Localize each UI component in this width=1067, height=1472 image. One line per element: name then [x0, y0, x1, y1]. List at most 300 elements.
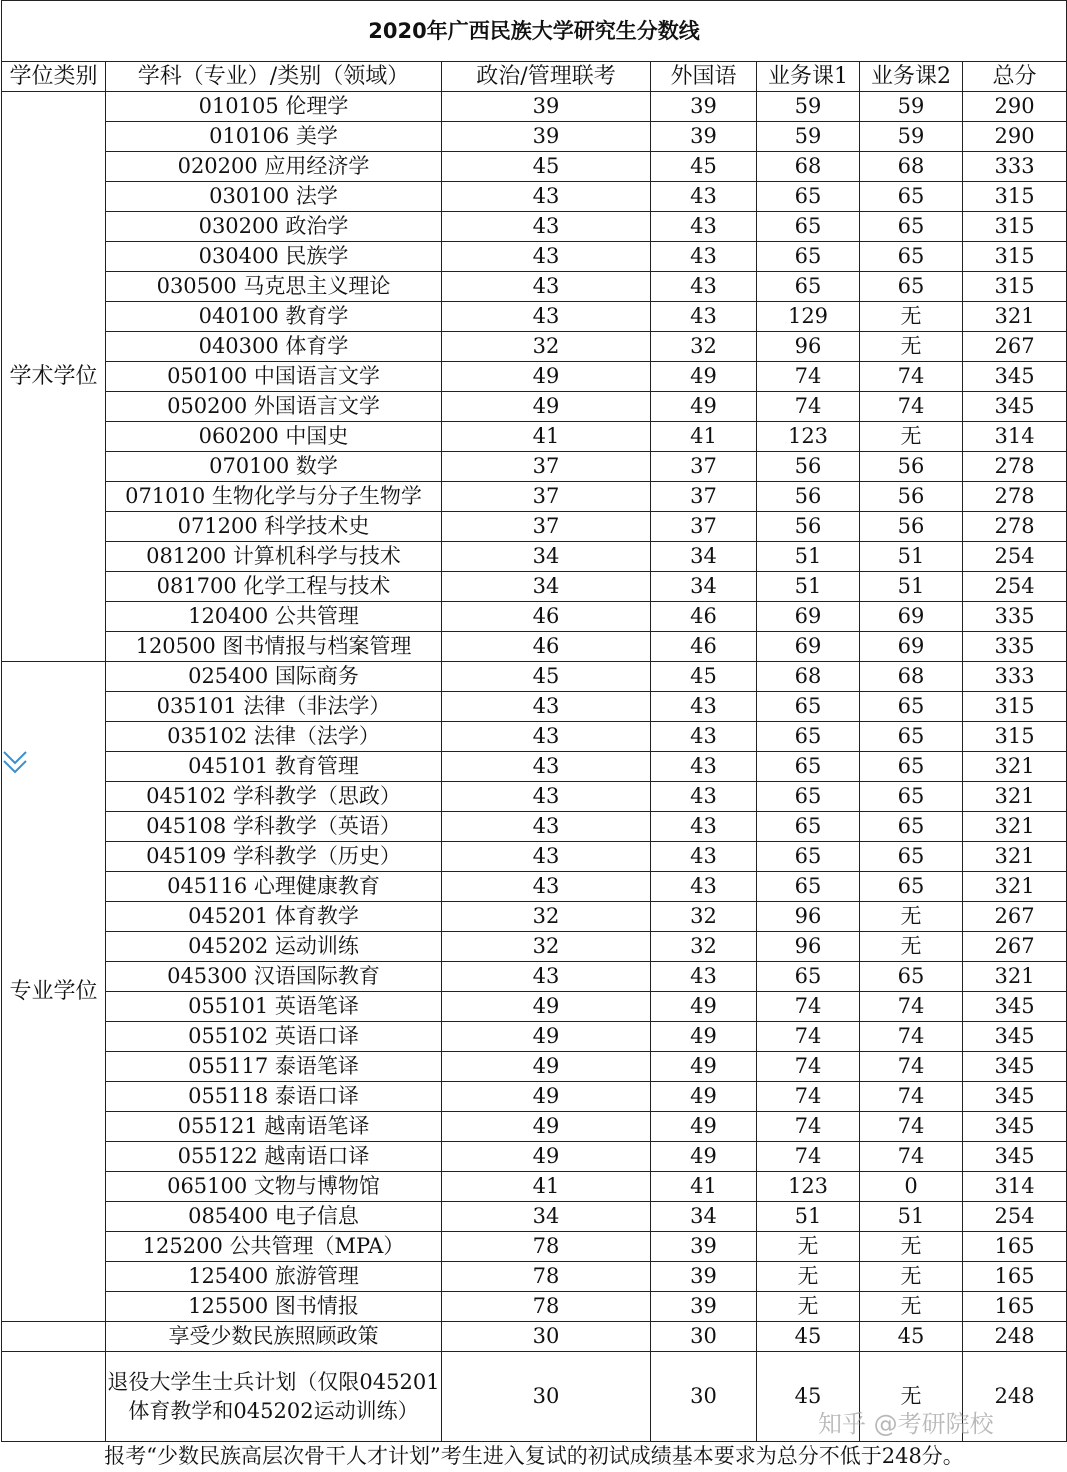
table-row: [2, 872, 1067, 902]
foreign-language-cell: 39: [651, 1292, 757, 1322]
total-cell: 254: [963, 542, 1067, 572]
course1-cell: 74: [757, 1022, 860, 1052]
politics-cell: 45: [442, 662, 651, 692]
subject-cell: 055102 英语口译: [106, 1022, 442, 1052]
total-cell: 165: [963, 1232, 1067, 1262]
subject-cell: 045101 教育管理: [106, 752, 442, 782]
course2-cell: 74: [860, 1052, 963, 1082]
course1-cell: 59: [757, 122, 860, 152]
table-row: [2, 212, 1067, 242]
politics-cell: 43: [442, 872, 651, 902]
subject-cell: 010105 伦理学: [106, 92, 442, 122]
course1-cell: 45: [757, 1322, 860, 1352]
politics-cell: 34: [442, 572, 651, 602]
course1-cell: 65: [757, 242, 860, 272]
course2-cell: 65: [860, 962, 963, 992]
title-row: [2, 1, 1067, 62]
course1-cell: 59: [757, 92, 860, 122]
total-cell: 267: [963, 902, 1067, 932]
subject-cell: 071010 生物化学与分子生物学: [106, 482, 442, 512]
foreign-language-cell: 34: [651, 542, 757, 572]
total-cell: 278: [963, 512, 1067, 542]
politics-cell: 78: [442, 1262, 651, 1292]
course2-cell: 56: [860, 452, 963, 482]
total-cell: 321: [963, 752, 1067, 782]
subject-cell: 055118 泰语口译: [106, 1082, 442, 1112]
table-row: [2, 1022, 1067, 1052]
total-cell: 345: [963, 392, 1067, 422]
foreign-language-cell: 43: [651, 302, 757, 332]
subject-cell: 045116 心理健康教育: [106, 872, 442, 902]
politics-cell: 49: [442, 1142, 651, 1172]
table-row: [2, 1232, 1067, 1262]
foreign-language-cell: 43: [651, 752, 757, 782]
footnote-row: [2, 1442, 1067, 1472]
table-row: [2, 392, 1067, 422]
foreign-language-cell: 43: [651, 842, 757, 872]
foreign-language-cell: 39: [651, 1262, 757, 1292]
course1-cell: 56: [757, 512, 860, 542]
course1-cell: 无: [757, 1292, 860, 1322]
politics-cell: 43: [442, 782, 651, 812]
course1-cell: 65: [757, 752, 860, 782]
course1-cell: 74: [757, 362, 860, 392]
course2-cell: 51: [860, 1202, 963, 1232]
politics-cell: 49: [442, 1022, 651, 1052]
course2-cell: 无: [860, 422, 963, 452]
foreign-language-cell: 49: [651, 1022, 757, 1052]
subject-cell: 020200 应用经济学: [106, 152, 442, 182]
politics-cell: 41: [442, 422, 651, 452]
politics-cell: 49: [442, 362, 651, 392]
degree-category-cell: 学术学位: [2, 92, 106, 662]
course1-cell: 74: [757, 992, 860, 1022]
header-row: [2, 62, 1067, 92]
politics-cell: 37: [442, 482, 651, 512]
course1-cell: 65: [757, 182, 860, 212]
table-row: [2, 722, 1067, 752]
course1-cell: 96: [757, 932, 860, 962]
course2-cell: 74: [860, 362, 963, 392]
politics-cell: 49: [442, 1082, 651, 1112]
subject-cell: 081200 计算机科学与技术: [106, 542, 442, 572]
politics-cell: 78: [442, 1232, 651, 1262]
subject-cell: 060200 中国史: [106, 422, 442, 452]
total-cell: 345: [963, 1082, 1067, 1112]
foreign-language-cell: 32: [651, 932, 757, 962]
foreign-language-cell: 43: [651, 182, 757, 212]
table-row: [2, 122, 1067, 152]
foreign-language-cell: 49: [651, 1142, 757, 1172]
politics-cell: 39: [442, 122, 651, 152]
subject-cell: 退役大学生士兵计划（仅限045201体育教学和045202运动训练）: [106, 1352, 442, 1442]
total-cell: 278: [963, 482, 1067, 512]
subject-cell: 045201 体育教学: [106, 902, 442, 932]
politics-cell: 46: [442, 602, 651, 632]
total-cell: 345: [963, 1142, 1067, 1172]
course1-cell: 96: [757, 902, 860, 932]
politics-cell: 43: [442, 962, 651, 992]
table-row: [2, 602, 1067, 632]
foreign-language-cell: 43: [651, 782, 757, 812]
total-cell: 267: [963, 932, 1067, 962]
politics-cell: 43: [442, 212, 651, 242]
course2-cell: 74: [860, 992, 963, 1022]
politics-cell: 49: [442, 992, 651, 1022]
table-row: [2, 1052, 1067, 1082]
table-row: [2, 482, 1067, 512]
subject-cell: 030200 政治学: [106, 212, 442, 242]
subject-cell: 050100 中国语言文学: [106, 362, 442, 392]
politics-cell: 34: [442, 542, 651, 572]
foreign-language-cell: 39: [651, 1232, 757, 1262]
degree-category-cell: [2, 1322, 106, 1352]
table-row: [2, 812, 1067, 842]
foreign-language-cell: 43: [651, 212, 757, 242]
course1-cell: 无: [757, 1262, 860, 1292]
course2-cell: 0: [860, 1172, 963, 1202]
subject-cell: 125200 公共管理（MPA）: [106, 1232, 442, 1262]
foreign-language-cell: 30: [651, 1322, 757, 1352]
foreign-language-cell: 49: [651, 1112, 757, 1142]
course2-cell: 无: [860, 302, 963, 332]
course2-cell: 无: [860, 1352, 963, 1442]
table-row: [2, 692, 1067, 722]
politics-cell: 32: [442, 332, 651, 362]
total-cell: 314: [963, 422, 1067, 452]
total-cell: 290: [963, 92, 1067, 122]
chevron-double-down-icon[interactable]: [2, 746, 28, 778]
table-row: [2, 1142, 1067, 1172]
total-cell: 165: [963, 1262, 1067, 1292]
course1-cell: 74: [757, 1142, 860, 1172]
course2-cell: 无: [860, 902, 963, 932]
subject-cell: 045202 运动训练: [106, 932, 442, 962]
foreign-language-cell: 37: [651, 482, 757, 512]
course2-cell: 无: [860, 1292, 963, 1322]
subject-cell: 030400 民族学: [106, 242, 442, 272]
subject-cell: 125500 图书情报: [106, 1292, 442, 1322]
total-cell: 315: [963, 272, 1067, 302]
subject-cell: 035102 法律（法学）: [106, 722, 442, 752]
total-cell: 267: [963, 332, 1067, 362]
course1-cell: 74: [757, 392, 860, 422]
table-row: [2, 452, 1067, 482]
table-row: [2, 272, 1067, 302]
total-cell: 321: [963, 782, 1067, 812]
subject-cell: 030100 法学: [106, 182, 442, 212]
subject-cell: 025400 国际商务: [106, 662, 442, 692]
table-row: [2, 782, 1067, 812]
course2-cell: 无: [860, 332, 963, 362]
course2-cell: 51: [860, 542, 963, 572]
table-row: [2, 1112, 1067, 1142]
politics-cell: 32: [442, 902, 651, 932]
subject-cell: 045109 学科教学（历史）: [106, 842, 442, 872]
total-cell: 254: [963, 572, 1067, 602]
total-cell: 321: [963, 962, 1067, 992]
course1-cell: 56: [757, 482, 860, 512]
course1-cell: 65: [757, 962, 860, 992]
subject-cell: 125400 旅游管理: [106, 1262, 442, 1292]
table-row: [2, 962, 1067, 992]
total-cell: 315: [963, 242, 1067, 272]
table-row: [2, 1082, 1067, 1112]
foreign-language-cell: 46: [651, 602, 757, 632]
course2-cell: 65: [860, 212, 963, 242]
course1-cell: 65: [757, 212, 860, 242]
table-row: [2, 302, 1067, 332]
foreign-language-cell: 49: [651, 992, 757, 1022]
course2-cell: 无: [860, 1232, 963, 1262]
course2-cell: 65: [860, 272, 963, 302]
header-cell-course2: 业务课2: [860, 62, 963, 92]
foreign-language-cell: 39: [651, 92, 757, 122]
subject-cell: 055121 越南语笔译: [106, 1112, 442, 1142]
table-row: [2, 572, 1067, 602]
subject-cell: 010106 美学: [106, 122, 442, 152]
foreign-language-cell: 32: [651, 902, 757, 932]
politics-cell: 34: [442, 1202, 651, 1232]
foreign-language-cell: 37: [651, 452, 757, 482]
foreign-language-cell: 43: [651, 872, 757, 902]
foreign-language-cell: 45: [651, 662, 757, 692]
header-cell-foreign-language: 外国语: [651, 62, 757, 92]
table-row: [2, 152, 1067, 182]
table-row: [2, 1172, 1067, 1202]
subject-cell: 030500 马克思主义理论: [106, 272, 442, 302]
total-cell: 248: [963, 1352, 1067, 1442]
course1-cell: 69: [757, 632, 860, 662]
table-row: [2, 902, 1067, 932]
foreign-language-cell: 30: [651, 1352, 757, 1442]
course1-cell: 65: [757, 872, 860, 902]
foreign-language-cell: 49: [651, 1052, 757, 1082]
course1-cell: 68: [757, 152, 860, 182]
table-row: [2, 92, 1067, 122]
course2-cell: 65: [860, 692, 963, 722]
foreign-language-cell: 46: [651, 632, 757, 662]
course2-cell: 68: [860, 152, 963, 182]
politics-cell: 30: [442, 1322, 651, 1352]
course2-cell: 56: [860, 482, 963, 512]
total-cell: 165: [963, 1292, 1067, 1322]
politics-cell: 43: [442, 272, 651, 302]
course1-cell: 96: [757, 332, 860, 362]
foreign-language-cell: 49: [651, 392, 757, 422]
table-row: [2, 992, 1067, 1022]
foreign-language-cell: 43: [651, 692, 757, 722]
politics-cell: 32: [442, 932, 651, 962]
foreign-language-cell: 43: [651, 962, 757, 992]
total-cell: 335: [963, 602, 1067, 632]
course2-cell: 68: [860, 662, 963, 692]
total-cell: 321: [963, 302, 1067, 332]
foreign-language-cell: 41: [651, 1172, 757, 1202]
total-cell: 345: [963, 1022, 1067, 1052]
header-cell-degree-type: 学位类别: [2, 62, 106, 92]
politics-cell: 49: [442, 1112, 651, 1142]
course1-cell: 65: [757, 812, 860, 842]
course1-cell: 129: [757, 302, 860, 332]
total-cell: 345: [963, 992, 1067, 1022]
course2-cell: 51: [860, 572, 963, 602]
foreign-language-cell: 43: [651, 242, 757, 272]
footnote: 报考“少数民族高层次骨干人才计划”考生进入复试的初试成绩基本要求为总分不低于248分。: [2, 1442, 1067, 1472]
subject-cell: 065100 文物与博物馆: [106, 1172, 442, 1202]
subject-cell: 070100 数学: [106, 452, 442, 482]
subject-cell: 055122 越南语口译: [106, 1142, 442, 1172]
total-cell: 321: [963, 872, 1067, 902]
subject-cell: 120500 图书情报与档案管理: [106, 632, 442, 662]
course2-cell: 74: [860, 392, 963, 422]
header-cell-course1: 业务课1: [757, 62, 860, 92]
politics-cell: 46: [442, 632, 651, 662]
table-row: [2, 1262, 1067, 1292]
course2-cell: 65: [860, 182, 963, 212]
foreign-language-cell: 45: [651, 152, 757, 182]
total-cell: 315: [963, 722, 1067, 752]
watermark: 知乎 @考研院校: [818, 1410, 994, 1438]
course1-cell: 74: [757, 1052, 860, 1082]
course1-cell: 45: [757, 1352, 860, 1442]
subject-cell: 045300 汉语国际教育: [106, 962, 442, 992]
foreign-language-cell: 37: [651, 512, 757, 542]
course1-cell: 无: [757, 1232, 860, 1262]
politics-cell: 78: [442, 1292, 651, 1322]
politics-cell: 43: [442, 812, 651, 842]
course1-cell: 65: [757, 782, 860, 812]
politics-cell: 37: [442, 512, 651, 542]
course2-cell: 74: [860, 1082, 963, 1112]
foreign-language-cell: 34: [651, 1202, 757, 1232]
total-cell: 278: [963, 452, 1067, 482]
total-cell: 248: [963, 1322, 1067, 1352]
politics-cell: 43: [442, 302, 651, 332]
course2-cell: 59: [860, 122, 963, 152]
politics-cell: 30: [442, 1352, 651, 1442]
subject-cell: 035101 法律（非法学）: [106, 692, 442, 722]
course1-cell: 69: [757, 602, 860, 632]
total-cell: 315: [963, 692, 1067, 722]
foreign-language-cell: 32: [651, 332, 757, 362]
politics-cell: 41: [442, 1172, 651, 1202]
course1-cell: 74: [757, 1082, 860, 1112]
course1-cell: 51: [757, 542, 860, 572]
total-cell: 315: [963, 212, 1067, 242]
table-row: [2, 752, 1067, 782]
course1-cell: 51: [757, 1202, 860, 1232]
total-cell: 345: [963, 1112, 1067, 1142]
subject-cell: 050200 外国语言文学: [106, 392, 442, 422]
subject-cell: 081700 化学工程与技术: [106, 572, 442, 602]
subject-cell: 085400 电子信息: [106, 1202, 442, 1232]
table-row: [2, 542, 1067, 572]
total-cell: 333: [963, 152, 1067, 182]
politics-cell: 43: [442, 752, 651, 782]
politics-cell: 43: [442, 242, 651, 272]
course2-cell: 56: [860, 512, 963, 542]
subject-cell: 120400 公共管理: [106, 602, 442, 632]
subject-cell: 045108 学科教学（英语）: [106, 812, 442, 842]
foreign-language-cell: 41: [651, 422, 757, 452]
course2-cell: 65: [860, 782, 963, 812]
course1-cell: 65: [757, 272, 860, 302]
table-row: [2, 182, 1067, 212]
foreign-language-cell: 43: [651, 722, 757, 752]
course2-cell: 45: [860, 1322, 963, 1352]
politics-cell: 43: [442, 722, 651, 752]
foreign-language-cell: 49: [651, 362, 757, 392]
course1-cell: 65: [757, 842, 860, 872]
total-cell: 254: [963, 1202, 1067, 1232]
table-row: [2, 422, 1067, 452]
table-row: [2, 632, 1067, 662]
foreign-language-cell: 43: [651, 272, 757, 302]
total-cell: 315: [963, 182, 1067, 212]
foreign-language-cell: 49: [651, 1082, 757, 1112]
table-row: [2, 1202, 1067, 1232]
politics-cell: 43: [442, 842, 651, 872]
subject-cell: 045102 学科教学（思政）: [106, 782, 442, 812]
total-cell: 314: [963, 1172, 1067, 1202]
foreign-language-cell: 43: [651, 812, 757, 842]
subject-cell: 040100 教育学: [106, 302, 442, 332]
subject-cell: 055117 泰语笔译: [106, 1052, 442, 1082]
course2-cell: 59: [860, 92, 963, 122]
table-row: [2, 512, 1067, 542]
politics-cell: 49: [442, 392, 651, 422]
table-title: 2020年广西民族大学研究生分数线: [2, 1, 1067, 62]
course1-cell: 74: [757, 1112, 860, 1142]
table-row: [2, 1292, 1067, 1322]
table-row: [2, 842, 1067, 872]
politics-cell: 37: [442, 452, 651, 482]
subject-cell: 071200 科学技术史: [106, 512, 442, 542]
subject-cell: 055101 英语笔译: [106, 992, 442, 1022]
politics-cell: 43: [442, 182, 651, 212]
course2-cell: 65: [860, 812, 963, 842]
course2-cell: 65: [860, 872, 963, 902]
politics-cell: 39: [442, 92, 651, 122]
course2-cell: 65: [860, 842, 963, 872]
politics-cell: 45: [442, 152, 651, 182]
politics-cell: 49: [442, 1052, 651, 1082]
total-cell: 335: [963, 632, 1067, 662]
degree-category-cell: 专业学位: [2, 662, 106, 1322]
header-cell-total: 总分: [963, 62, 1067, 92]
course2-cell: 65: [860, 752, 963, 782]
total-cell: 321: [963, 812, 1067, 842]
course1-cell: 65: [757, 692, 860, 722]
total-cell: 321: [963, 842, 1067, 872]
table-row: [2, 662, 1067, 692]
course2-cell: 69: [860, 632, 963, 662]
score-table: [1, 0, 1067, 1472]
table-row: [2, 242, 1067, 272]
table-body: [2, 1, 1067, 1472]
table-row: [2, 1322, 1067, 1352]
table-row: [2, 362, 1067, 392]
course1-cell: 51: [757, 572, 860, 602]
course1-cell: 56: [757, 452, 860, 482]
course1-cell: 123: [757, 1172, 860, 1202]
table-row: [2, 932, 1067, 962]
subject-cell: 享受少数民族照顾政策: [106, 1322, 442, 1352]
total-cell: 290: [963, 122, 1067, 152]
course2-cell: 无: [860, 932, 963, 962]
table-row: [2, 332, 1067, 362]
